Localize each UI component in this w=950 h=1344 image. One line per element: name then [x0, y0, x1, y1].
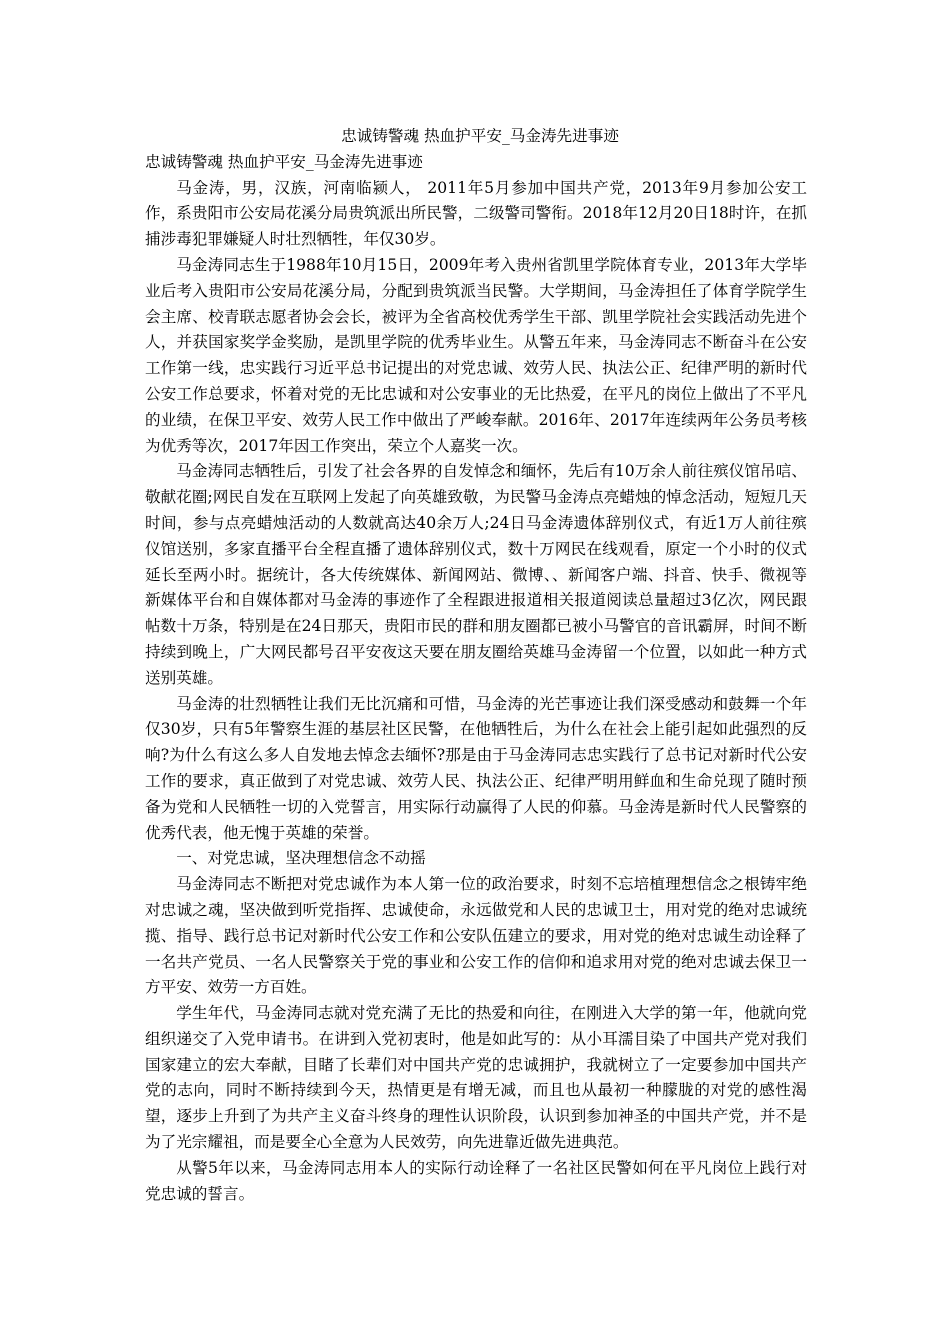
paragraph-loyalty: 马金涛同志不断把对党忠诚作为本人第一位的政治要求，时刻不忘培植理想信念之根铸牢绝对忠诚之魂，坚决做到听党指挥、忠诚使命，永远做党和人民的忠诚卫士，用对党的绝对忠诚统揽、指导、践行总书记对新时代公安工作和公安队伍建立的要求，用对党的绝对忠诚生动诠释了一名共产党员、一名人民警察关于党的事业和公安工作的信仰和追求用对党的绝对忠诚去保卫一方平安、效劳一方百姓。 [145, 875, 807, 997]
document-title: 忠诚铸警魂 热血护平安_马金涛先进事迹 [341, 127, 619, 145]
paragraph-biography: 马金涛同志生于1988年10月15日，2009年考入贵州省凯里学院体育专业，2013年大学毕业后考入贵阳市公安局花溪分局，分配到贵筑派当民警。大学期间，马金涛担任了体育学院学生会主席、校青联志愿者协会会长，被评为全省高校优秀学生干部、凯里学院社会实践活动先进个人，并获国家奖学金奖励，是凯里学院的优秀毕业生。从警五年来，马金涛同志不断奋斗在公安工作第一线，忠实践行习近平总书记提出的对党忠诚、效劳人民、执法公正、纪律严明的新时代公安工作总要求，怀着对党的无比忠诚和对公安事业的无比热爱，在平凡的岗位上做出了不平凡的业绩，在保卫平安、效劳人民工作中做出了严峻奉献。2016年、2017年连续两年公务员考核为优秀等次，2017年因工作突出，荣立个人嘉奖一次。 [145, 255, 807, 455]
paragraph-student-years: 学生年代，马金涛同志就对党充满了无比的热爱和向往，在刚进入大学的第一年，他就向党组织递交了入党申请书。在讲到入党初衷时，他是如此写的：从小耳濡目染了中国共产党对我们国家建立的宏大奉献，目睹了长辈们对中国共产党的忠诚拥护，我就树立了一定要参加中国共产党的志向，同时不断持续到今天，热情更是有增无减，而且也从最初一种朦胧的对党的感性渴望，逐步上升到了为共产主义奋斗终身的理性认识阶段，认识到参加神圣的中国共产党，并不是为了光宗耀祖，而是要全心全意为人民效劳，向先进靠近做先进典范。 [145, 1004, 807, 1152]
paragraph-significance: 马金涛的壮烈牺牲让我们无比沉痛和可惜，马金涛的光芒事迹让我们深受感动和鼓舞一个年仅30岁，只有5年警察生涯的基层社区民警，在他牺牲后，为什么在社会上能引起如此强烈的反响?为什么有这么多人自发地去悼念去缅怀?那是由于马金涛同志忠实践行了总书记对新时代公安工作的要求，真正做到了对党忠诚、效劳人民、执法公正、纪律严明用鲜血和生命兑现了随时预备为党和人民牺牲一切的入党誓言，用实际行动赢得了人民的仰慕。马金涛是新时代人民警察的优秀代表，他无愧于英雄的荣誉。 [145, 694, 807, 842]
document-subtitle: 忠诚铸警魂 热血护平安_马金涛先进事迹 [145, 152, 423, 171]
paragraph-five-years-service: 从警5年以来，马金涛同志用本人的实际行动诠释了一名社区民警如何在平凡岗位上践行对党忠诚的誓言。 [145, 1158, 807, 1203]
section-heading-loyalty: 一、对党忠诚，坚决理想信念不动摇 [176, 849, 426, 868]
paragraph-intro: 马金涛，男，汉族，河南临颍人， 2011年5月参加中国共产党，2013年9月参加公安工作，系贵阳市公安局花溪分局贵筑派出所民警，二级警司警衔。2018年12月20日18时许，在抓捕涉毒犯罪嫌疑人时壮烈牺牲，年仅30岁。 [145, 178, 807, 249]
paragraph-public-mourning: 马金涛同志牺牲后，引发了社会各界的自发悼念和缅怀，先后有10万余人前往殡仪馆吊唁、敬献花圈;网民自发在互联网上发起了向英雄致敬，为民警马金涛点亮蜡烛的悼念活动，短短几天时间，参与点亮蜡烛活动的人数就高达40余万人;24日马金涛遗体辞别仪式，有近1万人前往殡仪馆送别，多家直播平台全程直播了遗体辞别仪式，数十万网民在线观看，原定一个小时的仪式延长至两小时。据统计，各大传统媒体、新闻网站、微博、、新闻客户端、抖音、快手、微视等新媒体平台和自媒体都对马金涛的事迹作了全程跟进报道相关报道阅读总量超过3亿次，网民跟帖数十万条，特别是在24日那天，贵阳市民的群和朋友圈都已被小马警官的音讯霸屏，时间不断持续到晚上，广大网民都号召平安夜这天要在朋友圈给英雄马金涛留一个位置，以如此一种方式送别英雄。 [145, 462, 807, 687]
document-body [145, 124, 807, 1207]
